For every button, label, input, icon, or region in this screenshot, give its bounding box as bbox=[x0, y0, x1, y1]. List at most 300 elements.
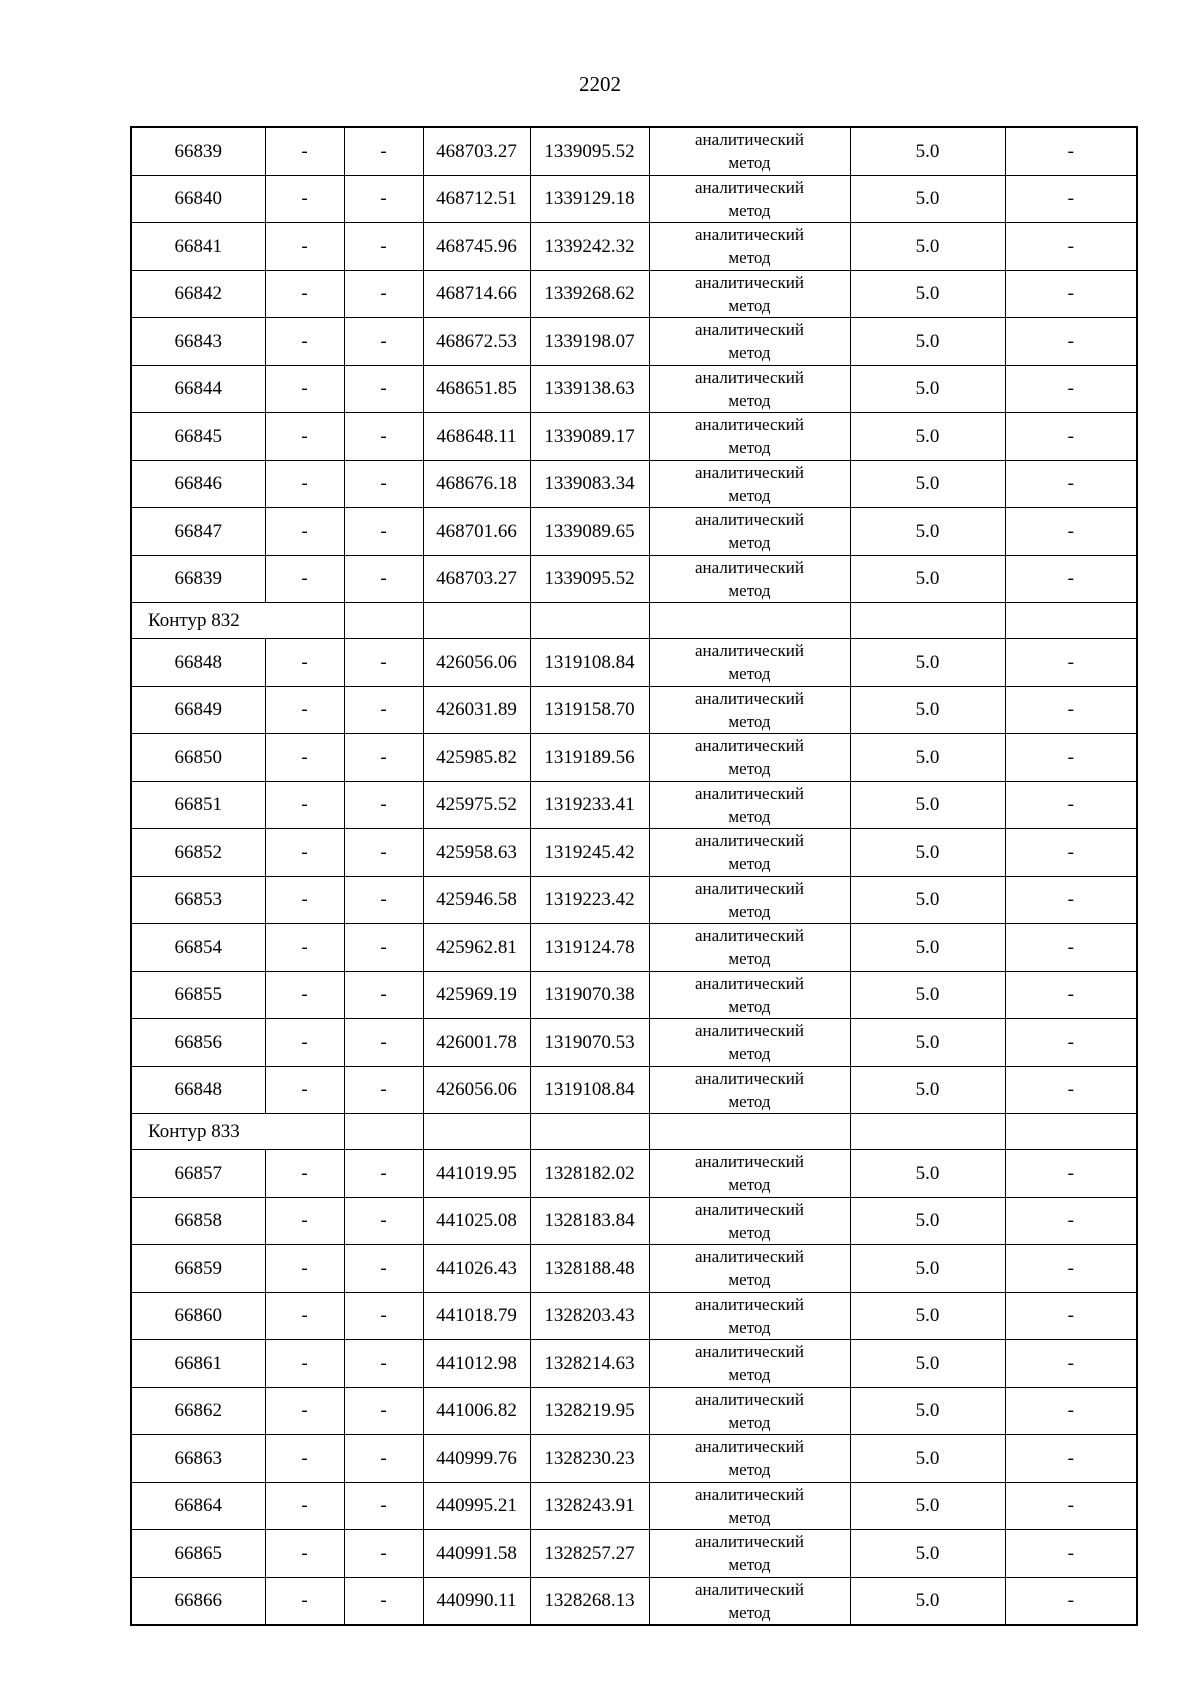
empty-cell bbox=[423, 1114, 530, 1150]
dash-cell: - bbox=[1005, 734, 1137, 782]
dash-cell: - bbox=[344, 686, 423, 734]
accuracy-cell: 5.0 bbox=[850, 1292, 1005, 1340]
x-coordinate-cell: 440990.11 bbox=[423, 1577, 530, 1625]
method-line-2: метод bbox=[728, 1602, 771, 1622]
point-number-cell: 66852 bbox=[131, 829, 265, 877]
dash-cell: - bbox=[344, 924, 423, 972]
page-number: 2202 bbox=[579, 72, 621, 96]
x-coordinate-cell: 468648.11 bbox=[423, 413, 530, 461]
dash-cell: - bbox=[265, 829, 344, 877]
method-line-1: аналитический bbox=[695, 557, 804, 577]
dash-cell: - bbox=[344, 413, 423, 461]
accuracy-cell: 5.0 bbox=[850, 1577, 1005, 1625]
dash-cell: - bbox=[265, 460, 344, 508]
x-coordinate-cell: 425946.58 bbox=[423, 876, 530, 924]
dash-cell: - bbox=[265, 223, 344, 271]
table-row bbox=[131, 876, 1137, 924]
accuracy-cell: 5.0 bbox=[850, 223, 1005, 271]
dash-cell: - bbox=[344, 508, 423, 556]
x-coordinate-cell: 468703.27 bbox=[423, 127, 530, 175]
dash-cell: - bbox=[344, 1197, 423, 1245]
empty-cell bbox=[530, 1114, 649, 1150]
method-line-2: метод bbox=[728, 200, 771, 220]
dash-cell: - bbox=[344, 1066, 423, 1114]
method-cell bbox=[649, 270, 850, 318]
point-number-cell: 66846 bbox=[131, 460, 265, 508]
y-coordinate-cell: 1319108.84 bbox=[530, 639, 649, 687]
method-cell bbox=[649, 223, 850, 271]
table-row bbox=[131, 829, 1137, 877]
x-coordinate-cell: 468701.66 bbox=[423, 508, 530, 556]
accuracy-cell: 5.0 bbox=[850, 781, 1005, 829]
table-row bbox=[131, 127, 1137, 175]
method-line-2: метод bbox=[728, 901, 771, 921]
dash-cell: - bbox=[265, 639, 344, 687]
accuracy-cell: 5.0 bbox=[850, 1530, 1005, 1578]
table-row bbox=[131, 639, 1137, 687]
table-row bbox=[131, 1245, 1137, 1293]
method-line-1: аналитический bbox=[695, 130, 804, 150]
method-line-2: метод bbox=[728, 580, 771, 600]
empty-cell bbox=[1005, 603, 1137, 639]
dash-cell: - bbox=[344, 1245, 423, 1293]
dash-cell: - bbox=[265, 1387, 344, 1435]
empty-cell bbox=[649, 1114, 850, 1150]
method-cell bbox=[649, 1387, 850, 1435]
table-row bbox=[131, 1150, 1137, 1198]
empty-cell bbox=[649, 603, 850, 639]
table-row bbox=[131, 555, 1137, 603]
y-coordinate-cell: 1328214.63 bbox=[530, 1340, 649, 1388]
method-cell bbox=[649, 1340, 850, 1388]
method-line-2: метод bbox=[728, 533, 771, 553]
dash-cell: - bbox=[344, 1435, 423, 1483]
dash-cell: - bbox=[1005, 127, 1137, 175]
y-coordinate-cell: 1339198.07 bbox=[530, 318, 649, 366]
dash-cell: - bbox=[265, 175, 344, 223]
point-number-cell: 66842 bbox=[131, 270, 265, 318]
dash-cell: - bbox=[265, 1245, 344, 1293]
method-line-1: аналитический bbox=[695, 1294, 804, 1314]
method-cell bbox=[649, 555, 850, 603]
table-row bbox=[131, 460, 1137, 508]
method-cell bbox=[649, 686, 850, 734]
dash-cell: - bbox=[1005, 460, 1137, 508]
dash-cell: - bbox=[265, 1530, 344, 1578]
method-line-1: аналитический bbox=[695, 1484, 804, 1504]
method-line-1: аналитический bbox=[695, 367, 804, 387]
point-number-cell: 66860 bbox=[131, 1292, 265, 1340]
x-coordinate-cell: 468703.27 bbox=[423, 555, 530, 603]
dash-cell: - bbox=[265, 508, 344, 556]
method-line-2: метод bbox=[728, 1555, 771, 1575]
accuracy-cell: 5.0 bbox=[850, 639, 1005, 687]
x-coordinate-cell: 425958.63 bbox=[423, 829, 530, 877]
method-cell bbox=[649, 1292, 850, 1340]
x-coordinate-cell: 426056.06 bbox=[423, 639, 530, 687]
dash-cell: - bbox=[265, 876, 344, 924]
dash-cell: - bbox=[1005, 1066, 1137, 1114]
point-number-cell: 66865 bbox=[131, 1530, 265, 1578]
y-coordinate-cell: 1339089.65 bbox=[530, 508, 649, 556]
y-coordinate-cell: 1319070.53 bbox=[530, 1019, 649, 1067]
x-coordinate-cell: 468714.66 bbox=[423, 270, 530, 318]
point-number-cell: 66840 bbox=[131, 175, 265, 223]
x-coordinate-cell: 468712.51 bbox=[423, 175, 530, 223]
y-coordinate-cell: 1339095.52 bbox=[530, 555, 649, 603]
method-cell bbox=[649, 1435, 850, 1483]
y-coordinate-cell: 1339242.32 bbox=[530, 223, 649, 271]
method-line-2: метод bbox=[728, 1270, 771, 1290]
y-coordinate-cell: 1339095.52 bbox=[530, 127, 649, 175]
dash-cell: - bbox=[1005, 876, 1137, 924]
contour-header-row bbox=[131, 1114, 1137, 1150]
empty-cell bbox=[344, 603, 423, 639]
contour-label: Контур 832 bbox=[131, 603, 344, 639]
dash-cell: - bbox=[1005, 971, 1137, 1019]
dash-cell: - bbox=[265, 555, 344, 603]
dash-cell: - bbox=[344, 460, 423, 508]
point-number-cell: 66857 bbox=[131, 1150, 265, 1198]
dash-cell: - bbox=[265, 781, 344, 829]
x-coordinate-cell: 425969.19 bbox=[423, 971, 530, 1019]
method-cell bbox=[649, 460, 850, 508]
x-coordinate-cell: 441026.43 bbox=[423, 1245, 530, 1293]
x-coordinate-cell: 425975.52 bbox=[423, 781, 530, 829]
method-line-2: метод bbox=[728, 806, 771, 826]
table-row bbox=[131, 1530, 1137, 1578]
method-line-2: метод bbox=[728, 343, 771, 363]
table-row bbox=[131, 734, 1137, 782]
method-line-1: аналитический bbox=[695, 415, 804, 435]
method-line-2: метод bbox=[728, 390, 771, 410]
table-row bbox=[131, 318, 1137, 366]
point-number-cell: 66849 bbox=[131, 686, 265, 734]
y-coordinate-cell: 1319245.42 bbox=[530, 829, 649, 877]
point-number-cell: 66863 bbox=[131, 1435, 265, 1483]
contour-header-row bbox=[131, 603, 1137, 639]
contour-label: Контур 833 bbox=[131, 1114, 344, 1150]
method-line-1: аналитический bbox=[695, 973, 804, 993]
point-number-cell: 66844 bbox=[131, 365, 265, 413]
x-coordinate-cell: 468651.85 bbox=[423, 365, 530, 413]
method-line-1: аналитический bbox=[695, 1437, 804, 1457]
method-line-1: аналитический bbox=[695, 1532, 804, 1552]
accuracy-cell: 5.0 bbox=[850, 508, 1005, 556]
coordinates-table bbox=[130, 126, 1138, 1626]
dash-cell: - bbox=[1005, 413, 1137, 461]
dash-cell: - bbox=[265, 1019, 344, 1067]
dash-cell: - bbox=[265, 1197, 344, 1245]
point-number-cell: 66850 bbox=[131, 734, 265, 782]
method-line-1: аналитический bbox=[695, 878, 804, 898]
dash-cell: - bbox=[265, 1340, 344, 1388]
dash-cell: - bbox=[344, 639, 423, 687]
dash-cell: - bbox=[344, 1577, 423, 1625]
method-line-1: аналитический bbox=[695, 462, 804, 482]
method-cell bbox=[649, 734, 850, 782]
dash-cell: - bbox=[1005, 1435, 1137, 1483]
method-line-1: аналитический bbox=[695, 1389, 804, 1409]
y-coordinate-cell: 1339129.18 bbox=[530, 175, 649, 223]
x-coordinate-cell: 425962.81 bbox=[423, 924, 530, 972]
table-row bbox=[131, 175, 1137, 223]
y-coordinate-cell: 1339083.34 bbox=[530, 460, 649, 508]
method-cell bbox=[649, 1482, 850, 1530]
dash-cell: - bbox=[1005, 223, 1137, 271]
point-number-cell: 66843 bbox=[131, 318, 265, 366]
method-line-1: аналитический bbox=[695, 225, 804, 245]
dash-cell: - bbox=[344, 365, 423, 413]
point-number-cell: 66851 bbox=[131, 781, 265, 829]
accuracy-cell: 5.0 bbox=[850, 1387, 1005, 1435]
accuracy-cell: 5.0 bbox=[850, 365, 1005, 413]
x-coordinate-cell: 426001.78 bbox=[423, 1019, 530, 1067]
method-line-2: метод bbox=[728, 1044, 771, 1064]
method-line-1: аналитический bbox=[695, 320, 804, 340]
point-number-cell: 66841 bbox=[131, 223, 265, 271]
dash-cell: - bbox=[1005, 686, 1137, 734]
method-line-2: метод bbox=[728, 854, 771, 874]
method-line-2: метод bbox=[728, 438, 771, 458]
accuracy-cell: 5.0 bbox=[850, 175, 1005, 223]
dash-cell: - bbox=[344, 1530, 423, 1578]
y-coordinate-cell: 1339138.63 bbox=[530, 365, 649, 413]
dash-cell: - bbox=[344, 876, 423, 924]
method-cell bbox=[649, 127, 850, 175]
dash-cell: - bbox=[265, 686, 344, 734]
point-number-cell: 66856 bbox=[131, 1019, 265, 1067]
point-number-cell: 66845 bbox=[131, 413, 265, 461]
point-number-cell: 66861 bbox=[131, 1340, 265, 1388]
point-number-cell: 66847 bbox=[131, 508, 265, 556]
accuracy-cell: 5.0 bbox=[850, 413, 1005, 461]
empty-cell bbox=[1005, 1114, 1137, 1150]
point-number-cell: 66839 bbox=[131, 127, 265, 175]
method-line-1: аналитический bbox=[695, 926, 804, 946]
x-coordinate-cell: 425985.82 bbox=[423, 734, 530, 782]
dash-cell: - bbox=[1005, 555, 1137, 603]
accuracy-cell: 5.0 bbox=[850, 1435, 1005, 1483]
dash-cell: - bbox=[1005, 1150, 1137, 1198]
dash-cell: - bbox=[1005, 1245, 1137, 1293]
method-line-2: метод bbox=[728, 1222, 771, 1242]
y-coordinate-cell: 1328243.91 bbox=[530, 1482, 649, 1530]
accuracy-cell: 5.0 bbox=[850, 555, 1005, 603]
accuracy-cell: 5.0 bbox=[850, 318, 1005, 366]
accuracy-cell: 5.0 bbox=[850, 876, 1005, 924]
y-coordinate-cell: 1339089.17 bbox=[530, 413, 649, 461]
method-cell bbox=[649, 1245, 850, 1293]
accuracy-cell: 5.0 bbox=[850, 270, 1005, 318]
method-cell bbox=[649, 1197, 850, 1245]
dash-cell: - bbox=[344, 555, 423, 603]
table-row bbox=[131, 1066, 1137, 1114]
x-coordinate-cell: 441019.95 bbox=[423, 1150, 530, 1198]
y-coordinate-cell: 1319124.78 bbox=[530, 924, 649, 972]
method-line-1: аналитический bbox=[695, 831, 804, 851]
dash-cell: - bbox=[344, 1019, 423, 1067]
method-line-1: аналитический bbox=[695, 1342, 804, 1362]
table-row bbox=[131, 1435, 1137, 1483]
table-row bbox=[131, 1019, 1137, 1067]
point-number-cell: 66853 bbox=[131, 876, 265, 924]
y-coordinate-cell: 1328257.27 bbox=[530, 1530, 649, 1578]
method-line-2: метод bbox=[728, 996, 771, 1016]
method-line-2: метод bbox=[728, 1317, 771, 1337]
dash-cell: - bbox=[344, 971, 423, 1019]
x-coordinate-cell: 468676.18 bbox=[423, 460, 530, 508]
method-line-1: аналитический bbox=[695, 177, 804, 197]
accuracy-cell: 5.0 bbox=[850, 971, 1005, 1019]
method-line-1: аналитический bbox=[695, 1247, 804, 1267]
y-coordinate-cell: 1319223.42 bbox=[530, 876, 649, 924]
dash-cell: - bbox=[265, 734, 344, 782]
y-coordinate-cell: 1328268.13 bbox=[530, 1577, 649, 1625]
table-row bbox=[131, 1197, 1137, 1245]
y-coordinate-cell: 1319189.56 bbox=[530, 734, 649, 782]
dash-cell: - bbox=[1005, 270, 1137, 318]
x-coordinate-cell: 468672.53 bbox=[423, 318, 530, 366]
point-number-cell: 66862 bbox=[131, 1387, 265, 1435]
point-number-cell: 66858 bbox=[131, 1197, 265, 1245]
table-row bbox=[131, 508, 1137, 556]
method-cell bbox=[649, 413, 850, 461]
point-number-cell: 66855 bbox=[131, 971, 265, 1019]
dash-cell: - bbox=[1005, 1019, 1137, 1067]
accuracy-cell: 5.0 bbox=[850, 127, 1005, 175]
accuracy-cell: 5.0 bbox=[850, 734, 1005, 782]
method-line-1: аналитический bbox=[695, 736, 804, 756]
accuracy-cell: 5.0 bbox=[850, 1340, 1005, 1388]
method-cell bbox=[649, 1530, 850, 1578]
dash-cell: - bbox=[1005, 318, 1137, 366]
empty-cell bbox=[850, 1114, 1005, 1150]
method-line-1: аналитический bbox=[695, 641, 804, 661]
point-number-cell: 66848 bbox=[131, 639, 265, 687]
method-line-1: аналитический bbox=[695, 688, 804, 708]
dash-cell: - bbox=[265, 1482, 344, 1530]
y-coordinate-cell: 1328203.43 bbox=[530, 1292, 649, 1340]
x-coordinate-cell: 440991.58 bbox=[423, 1530, 530, 1578]
empty-cell bbox=[850, 603, 1005, 639]
dash-cell: - bbox=[1005, 1387, 1137, 1435]
dash-cell: - bbox=[1005, 1577, 1137, 1625]
table-row bbox=[131, 924, 1137, 972]
dash-cell: - bbox=[344, 270, 423, 318]
point-number-cell: 66854 bbox=[131, 924, 265, 972]
table-row bbox=[131, 1387, 1137, 1435]
dash-cell: - bbox=[265, 270, 344, 318]
dash-cell: - bbox=[344, 1387, 423, 1435]
y-coordinate-cell: 1328219.95 bbox=[530, 1387, 649, 1435]
y-coordinate-cell: 1328230.23 bbox=[530, 1435, 649, 1483]
x-coordinate-cell: 441006.82 bbox=[423, 1387, 530, 1435]
point-number-cell: 66864 bbox=[131, 1482, 265, 1530]
method-cell bbox=[649, 1019, 850, 1067]
accuracy-cell: 5.0 bbox=[850, 829, 1005, 877]
method-line-2: метод bbox=[728, 485, 771, 505]
method-line-2: метод bbox=[728, 153, 771, 173]
table-row bbox=[131, 413, 1137, 461]
dash-cell: - bbox=[1005, 1340, 1137, 1388]
accuracy-cell: 5.0 bbox=[850, 924, 1005, 972]
y-coordinate-cell: 1319070.38 bbox=[530, 971, 649, 1019]
y-coordinate-cell: 1319158.70 bbox=[530, 686, 649, 734]
x-coordinate-cell: 441012.98 bbox=[423, 1340, 530, 1388]
x-coordinate-cell: 441018.79 bbox=[423, 1292, 530, 1340]
dash-cell: - bbox=[344, 127, 423, 175]
dash-cell: - bbox=[265, 1577, 344, 1625]
y-coordinate-cell: 1319108.84 bbox=[530, 1066, 649, 1114]
method-cell bbox=[649, 1150, 850, 1198]
dash-cell: - bbox=[1005, 1530, 1137, 1578]
dash-cell: - bbox=[265, 127, 344, 175]
accuracy-cell: 5.0 bbox=[850, 1245, 1005, 1293]
dash-cell: - bbox=[265, 1066, 344, 1114]
empty-cell bbox=[530, 603, 649, 639]
dash-cell: - bbox=[1005, 1482, 1137, 1530]
table-row bbox=[131, 270, 1137, 318]
dash-cell: - bbox=[265, 1435, 344, 1483]
accuracy-cell: 5.0 bbox=[850, 1019, 1005, 1067]
method-line-2: метод bbox=[728, 1175, 771, 1195]
accuracy-cell: 5.0 bbox=[850, 1066, 1005, 1114]
dash-cell: - bbox=[344, 734, 423, 782]
dash-cell: - bbox=[265, 365, 344, 413]
dash-cell: - bbox=[265, 1292, 344, 1340]
dash-cell: - bbox=[1005, 924, 1137, 972]
method-cell bbox=[649, 318, 850, 366]
table-row bbox=[131, 1340, 1137, 1388]
dash-cell: - bbox=[265, 413, 344, 461]
dash-cell: - bbox=[1005, 1292, 1137, 1340]
table-row bbox=[131, 686, 1137, 734]
table-row bbox=[131, 223, 1137, 271]
accuracy-cell: 5.0 bbox=[850, 1482, 1005, 1530]
dash-cell: - bbox=[344, 781, 423, 829]
x-coordinate-cell: 426031.89 bbox=[423, 686, 530, 734]
point-number-cell: 66839 bbox=[131, 555, 265, 603]
table-row bbox=[131, 1577, 1137, 1625]
method-line-2: метод bbox=[728, 949, 771, 969]
method-cell bbox=[649, 639, 850, 687]
dash-cell: - bbox=[344, 175, 423, 223]
accuracy-cell: 5.0 bbox=[850, 1150, 1005, 1198]
x-coordinate-cell: 440995.21 bbox=[423, 1482, 530, 1530]
method-cell bbox=[649, 876, 850, 924]
method-cell bbox=[649, 1066, 850, 1114]
y-coordinate-cell: 1319233.41 bbox=[530, 781, 649, 829]
method-line-2: метод bbox=[728, 248, 771, 268]
dash-cell: - bbox=[1005, 829, 1137, 877]
method-line-2: метод bbox=[728, 1460, 771, 1480]
y-coordinate-cell: 1328188.48 bbox=[530, 1245, 649, 1293]
method-cell bbox=[649, 508, 850, 556]
method-line-2: метод bbox=[728, 1507, 771, 1527]
dash-cell: - bbox=[1005, 175, 1137, 223]
table-row bbox=[131, 971, 1137, 1019]
accuracy-cell: 5.0 bbox=[850, 1197, 1005, 1245]
method-line-1: аналитический bbox=[695, 1068, 804, 1088]
accuracy-cell: 5.0 bbox=[850, 460, 1005, 508]
method-line-2: метод bbox=[728, 664, 771, 684]
dash-cell: - bbox=[265, 1150, 344, 1198]
dash-cell: - bbox=[344, 1340, 423, 1388]
method-line-2: метод bbox=[728, 1412, 771, 1432]
method-line-1: аналитический bbox=[695, 1579, 804, 1599]
method-line-1: аналитический bbox=[695, 510, 804, 530]
